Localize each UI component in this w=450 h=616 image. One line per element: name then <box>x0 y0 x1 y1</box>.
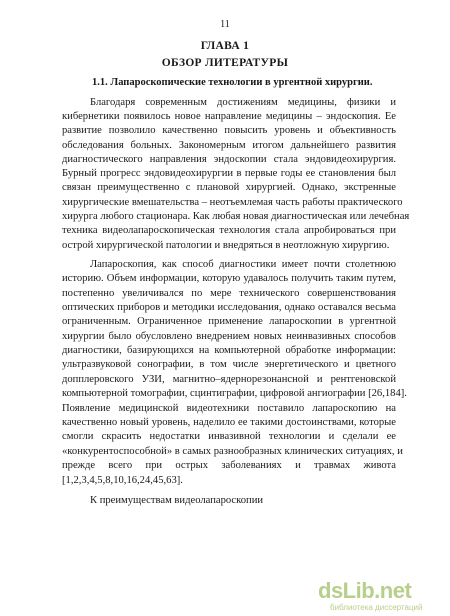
paragraph-line: Появление медицинской видеотехники поставило лапароскопию на <box>62 403 396 414</box>
paragraph-line: компьютерной томографии, сцинтиграфии, цифровой ангиографии [26,184]. <box>62 388 407 399</box>
watermark-tagline: библиотека диссертаций <box>330 603 423 612</box>
paragraph-line: развитие позволило качественно повысить уровень и объективность <box>62 125 396 136</box>
paragraph-line: историю. Объем информации, которую удавалось получить таким путем, <box>62 273 396 284</box>
page-number: 11 <box>220 19 230 30</box>
chapter-title: ГЛАВА 1 <box>200 40 250 52</box>
paragraph-line: К преимуществам видеолапароскопии <box>90 495 264 506</box>
paragraph-line: «конкурентоспособной» в самых разнообразных клинических ситуациях, и <box>62 446 403 457</box>
watermark-logo-text: dsLib.net <box>318 578 412 603</box>
paragraph-line: Благодаря современным достижениям медицины, физики и <box>90 97 396 108</box>
paragraph-line: кибернетики появилось новое направление медицины – эндоскопия. Ее <box>62 111 396 122</box>
paragraph-line: техника видеолапароскопическая технология стала апробироваться при <box>62 225 396 236</box>
section-heading: 1.1. Лапароскопические технологии в ургентной хирургии. <box>92 77 373 88</box>
paragraph-line: Лапароскопия, как способ диагностики имеет почти столетнюю <box>90 259 396 270</box>
paragraph-line: прежде всего при острых заболеваниях и травмах живота <box>62 460 396 471</box>
paragraph-line: ультразвуковой сонографии, в том числе энергетического и цветного <box>62 359 396 370</box>
paragraph-line: острой хирургической патологии и внедряться в неотложную хирургию. <box>62 240 390 251</box>
paragraph-line: диагностического направления эндоскопии стала эндовидеохирургия. <box>62 154 396 165</box>
paragraph-line: ограниченным. Ограниченное применение лапароскопии в ургентной <box>62 316 396 327</box>
watermark-logo <box>318 578 446 614</box>
paragraph-line: качественно новый уровень, наделило ее такими достоинствами, которые <box>62 417 396 428</box>
paragraph-line: связан преимущественно с плановой хирургией. Однако, экстренные <box>62 182 396 193</box>
paragraph-line: обследования больных. Закономерным итогом дальнейшего развития <box>62 140 396 151</box>
paragraph-line: смогли скрасить недостатки инвазивной технологии и сделали ее <box>62 431 396 442</box>
paragraph-line: хирурга любого стационара. Как любая новая диагностическая или лечебная <box>62 211 410 222</box>
paragraph-line: хирургические вмешательства – неотъемлемая часть работы практического <box>62 197 403 208</box>
paragraph-line: [1,2,3,4,5,8,10,16,24,45,63]. <box>62 475 183 486</box>
paragraph-line: Бурный прогресс эндовидеохирургии в первые годы ее становления был <box>62 168 396 179</box>
paragraph-line: допплеровского УЗИ, магнитно–ядернорезонансной и рентгеновской <box>62 374 396 385</box>
paragraph-line: диагностики, базирующихся на компьютерной обработке информации: <box>62 345 396 356</box>
paragraph-line: хирургии было обусловлено внедрением новых неинвазивных способов <box>62 331 396 342</box>
paragraph-line: оптических приборов и методики исследования, однако оставался весьма <box>62 302 396 313</box>
chapter-subtitle: ОБЗОР ЛИТЕРАТУРЫ <box>161 57 289 69</box>
paragraph-line: постепенно увеличивался по мере технического совершенствования <box>62 288 396 299</box>
